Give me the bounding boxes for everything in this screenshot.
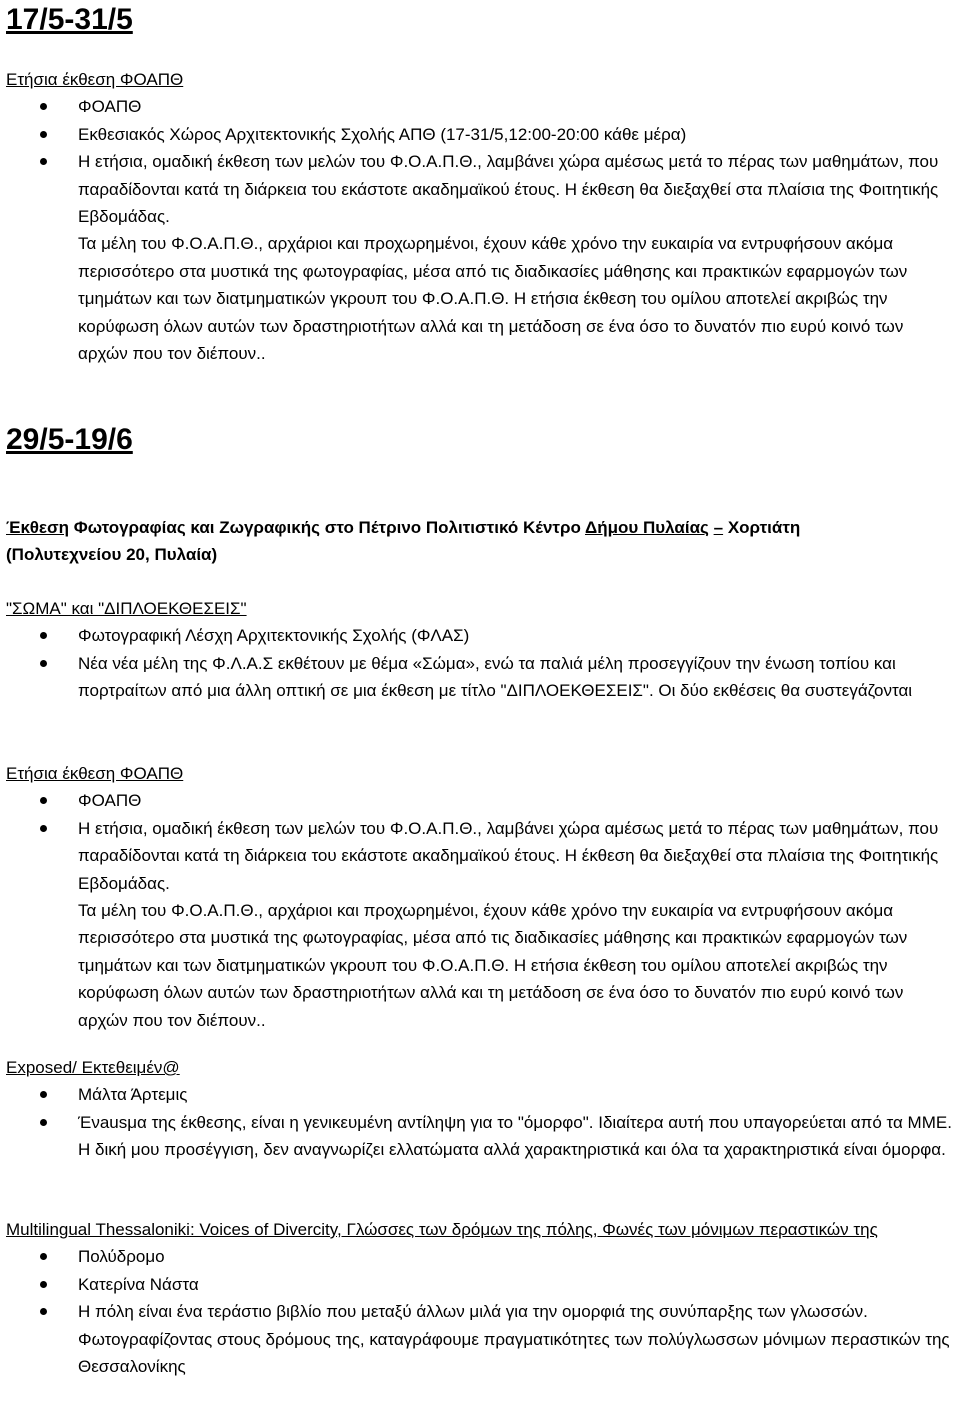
bullet-icon [40, 660, 47, 667]
section-exposed [6, 1054, 956, 1164]
list-item: Εκθεσιακός Χώρος Αρχιτεκτονικής Σχολής ΑΠΘ (17-31/5,12:00-20:00 κάθε μέρα) [6, 121, 956, 148]
date-range-title: 17/5-31/5 [6, 3, 133, 36]
list-item: Νέα νέα μέλη της Φ.Λ.Α.Σ εκθέτουν με θέμα «Σώμα», ενώ τα παλιά μέλη προσεγγίζουν την ένωση τοπίου και πορτραίτων από μια άλλη οπτική σε μια έκθεση με τίτλο "ΔΙΠΛΟΕΚΘΕΣΕΙΣ". Οι δύο εκθέσεις θα συστεγάζονται [6, 650, 956, 705]
bullet-icon [40, 103, 47, 110]
bullet-icon [40, 158, 47, 165]
list-item: Η ετήσια, ομαδική έκθεση των μελών του Φ.Ο.Α.Π.Θ., λαμβάνει χώρα αμέσως μετά το πέρας των μαθημάτων, που παραδίδονται κατά τη διάρκεια του εκάστοτε ακαδημαϊκού έτους. Η έκθεση θα διεξαχθεί στα πλαίσια της Φοιτητικής Εβδομάδας. [6, 815, 956, 897]
bullet-icon [40, 825, 47, 832]
bullet-icon [40, 632, 47, 639]
list-item: Φωτογραφική Λέσχη Αρχιτεκτονικής Σχολής (ΦΛΑΣ) [6, 622, 956, 649]
section-title: Ετήσια έκθεση ΦΟΑΠΘ [6, 764, 184, 783]
list-item: Πολύδρομο [6, 1243, 956, 1270]
bullet-list [6, 787, 956, 897]
paragraph: Τα μέλη του Φ.Ο.Α.Π.Θ., αρχάριοι και προχωρημένοι, έχουν κάθε χρόνο την ευκαιρία να εντρυφήσουν ακόμα περισσότερο στα μυστικά της φωτογραφίας, μέσα από τις διαδικασίες μάθησης και πρακτικών εφαρμογών των τμημάτων και των διατμηματικών γκρουπ του Φ.Ο.Α.Π.Θ. Η ετήσια έκθεση του ομίλου αποτελεί ακριβώς την κορύφωση όλων αυτών των δραστηριοτήτων αλλά και τη μετάδοση σε ένα όσο το δυνατόν πιο ευρύ κοινό των αρχών που τον διέπουν.. [78, 901, 908, 1030]
date-heading-1 [6, 2, 133, 38]
date-range-title: 29/5-19/6 [6, 423, 133, 456]
exhibition-heading: Έκθεση Φωτογραφίας και Ζωγραφικής στο Πέτρινο Πολιτιστικό Κέντρο Δήμου Πυλαίας – Χορτιάτη [6, 518, 801, 537]
exhibition-address: (Πολυτεχνείου 20, Πυλαία) [6, 545, 218, 565]
section-title: "ΣΩΜΑ" και "ΔΙΠΛΟΕΚΘΕΣΕΙΣ" [6, 599, 247, 618]
bullet-icon [40, 1119, 47, 1126]
bullet-list [6, 1243, 956, 1380]
bullet-list [6, 1081, 956, 1163]
list-item: Η πόλη είναι ένα τεράστιο βιβλίο που μεταξύ άλλων μιλά για την ομορφιά της συνύπαρξης των γλωσσών. Φωτογραφίζοντας στους δρόμους της, καταγράφουμε πραγματικότητες των πολύγλωσσων μόνιμων περαστικών της Θεσσαλονίκης [6, 1298, 956, 1380]
bullet-list [6, 622, 956, 704]
section-foapth-1 [6, 66, 956, 367]
exhibition-title [6, 514, 956, 569]
bullet-icon [40, 797, 47, 804]
bullet-icon [40, 1253, 47, 1260]
list-item: Κατερίνα Νάστα [6, 1271, 956, 1298]
section-foapth-2 [6, 760, 956, 1034]
section-title: Ετήσια έκθεση ΦΟΑΠΘ [6, 70, 184, 89]
bullet-list [6, 93, 956, 230]
section-soma [6, 595, 956, 705]
date-heading-2 [6, 422, 133, 458]
list-item: ΦΟΑΠΘ [6, 787, 956, 814]
section-title: Exposed/ Εκτεθειμέν@ [6, 1058, 180, 1077]
bullet-icon [40, 1308, 47, 1315]
bullet-icon [40, 1281, 47, 1288]
list-item: ΦΟΑΠΘ [6, 93, 956, 120]
paragraph: Τα μέλη του Φ.Ο.Α.Π.Θ., αρχάριοι και προχωρημένοι, έχουν κάθε χρόνο την ευκαιρία να εντρυφήσουν ακόμα περισσότερο στα μυστικά της φωτογραφίας, μέσα από τις διαδικασίες μάθησης και πρακτικών εφαρμογών των τμημάτων και των διατμηματικών γκρουπ του Φ.Ο.Α.Π.Θ. Η ετήσια έκθεση του ομίλου αποτελεί ακριβώς την κορύφωση όλων αυτών των δραστηριοτήτων αλλά και τη μετάδοση σε ένα όσο το δυνατόν πιο ευρύ κοινό των αρχών που τον διέπουν.. [78, 234, 908, 364]
section-title: Multilingual Thessaloniki: Voices of Divercity, Γλώσσες των δρόμων της πόλης, Φωνές των μόνιμων περαστικών της [6, 1220, 878, 1239]
bullet-icon [40, 1091, 47, 1098]
list-item: Μάλτα Άρτεμις [6, 1081, 956, 1108]
list-item: Η ετήσια, ομαδική έκθεση των μελών του Φ.Ο.Α.Π.Θ., λαμβάνει χώρα αμέσως μετά το πέρας των μαθημάτων, που παραδίδονται κατά τη διάρκεια του εκάστοτε ακαδημαϊκού έτους. Η έκθεση θα διεξαχθεί στα πλαίσια της Φοιτητικής Εβδομάδας. [6, 148, 956, 230]
bullet-icon [40, 131, 47, 138]
list-item: Ένausμα της έκθεσης, είναι η γενικευμένη αντίληψη για το "όμορφο". Ιδιαίτερα αυτή που υπαγορεύεται από τα ΜΜΕ. Η δική μου προσέγγιση, δεν αναγνωρίζει ελλατώματα αλλά χαρακτηριστικά και όλα τα χαρακτηριστικά είναι όμορφα. [6, 1109, 956, 1164]
section-multilingual [6, 1216, 956, 1380]
